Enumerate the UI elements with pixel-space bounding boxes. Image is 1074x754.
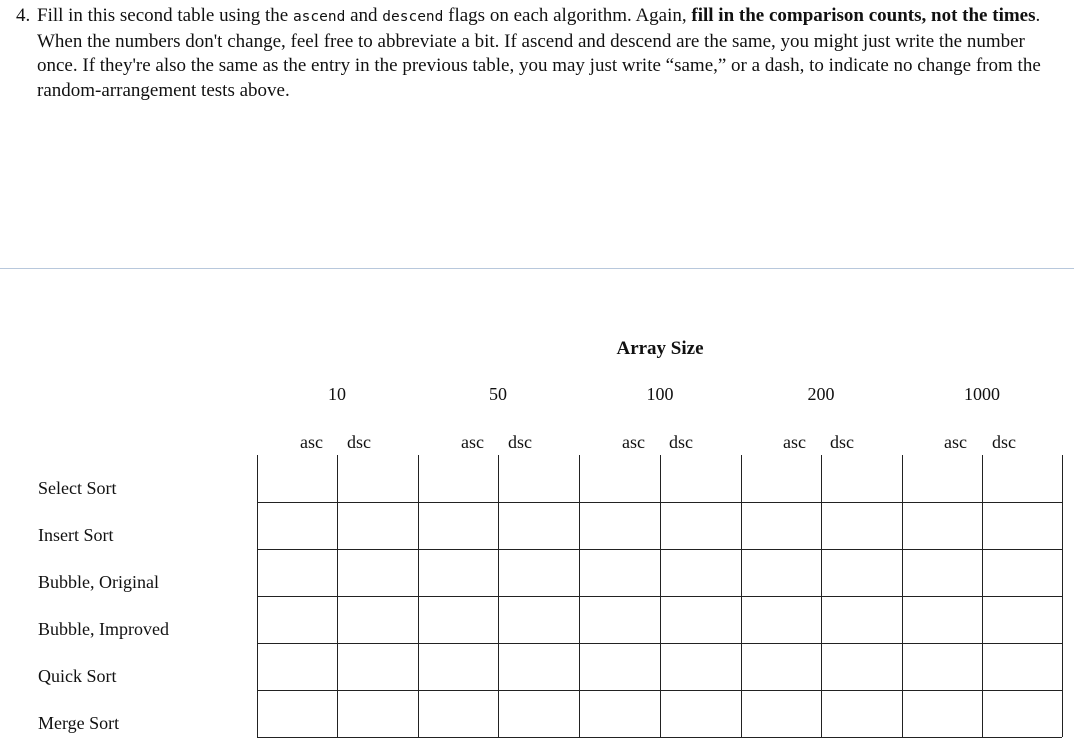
answer-cell[interactable] — [581, 598, 659, 642]
question-text-part: and — [345, 5, 383, 26]
grid-column-line — [741, 455, 742, 737]
answer-cell[interactable] — [500, 504, 578, 548]
answer-cell[interactable] — [420, 645, 497, 689]
grid-column-line — [982, 455, 983, 737]
question-text-part: flags on each algorithm. Again, — [443, 5, 692, 26]
size-header-1000: 1000 — [964, 384, 1000, 404]
answer-cell[interactable] — [743, 504, 820, 548]
asc-header: asc — [300, 432, 323, 452]
answer-cell[interactable] — [339, 692, 417, 736]
grid-column-line — [418, 455, 419, 737]
answer-cell[interactable] — [259, 551, 336, 595]
answer-cell[interactable] — [743, 645, 820, 689]
grid-column-line — [579, 455, 580, 737]
answer-cell[interactable] — [662, 598, 740, 642]
answer-cell[interactable] — [500, 598, 578, 642]
answer-cell[interactable] — [500, 551, 578, 595]
answer-cell[interactable] — [339, 457, 417, 501]
answer-cell[interactable] — [823, 504, 901, 548]
answer-cell[interactable] — [984, 504, 1061, 548]
question-emphasis: fill in the comparison counts, not the times — [691, 5, 1036, 26]
dsc-header: dsc — [992, 432, 1016, 452]
descend-flag-code: descend — [382, 9, 444, 25]
answer-cell[interactable] — [823, 692, 901, 736]
answer-cell[interactable] — [581, 551, 659, 595]
grid-column-line — [257, 455, 258, 737]
answer-cell[interactable] — [581, 645, 659, 689]
answer-cell[interactable] — [823, 457, 901, 501]
answer-cell[interactable] — [662, 692, 740, 736]
section-divider — [0, 268, 1074, 269]
array-size-title: Array Size — [616, 338, 704, 359]
answer-cell[interactable] — [339, 504, 417, 548]
answer-cell[interactable] — [259, 457, 336, 501]
answer-cell[interactable] — [984, 551, 1061, 595]
dsc-header: dsc — [669, 432, 693, 452]
row-label: Merge Sort — [38, 713, 120, 733]
answer-cell[interactable] — [581, 504, 659, 548]
answer-cell[interactable] — [743, 457, 820, 501]
answer-cell[interactable] — [662, 551, 740, 595]
ascend-flag-code: ascend — [292, 9, 346, 25]
asc-header: asc — [783, 432, 806, 452]
answer-cell[interactable] — [662, 457, 740, 501]
answer-cell[interactable] — [339, 598, 417, 642]
answer-cell[interactable] — [823, 598, 901, 642]
answer-cell[interactable] — [420, 504, 497, 548]
question-number: 4. — [16, 5, 31, 26]
answer-cell[interactable] — [500, 692, 578, 736]
answer-cell[interactable] — [259, 645, 336, 689]
grid-column-line — [337, 455, 338, 737]
grid-row-line — [257, 737, 1062, 738]
asc-header: asc — [622, 432, 645, 452]
answer-cell[interactable] — [743, 551, 820, 595]
grid-column-line — [1062, 455, 1063, 737]
answer-cell[interactable] — [662, 504, 740, 548]
answer-cell[interactable] — [904, 598, 981, 642]
question-text — [16, 4, 1066, 103]
asc-header: asc — [461, 432, 484, 452]
answer-cell[interactable] — [420, 457, 497, 501]
row-label: Select Sort — [38, 478, 117, 498]
answer-cell[interactable] — [259, 598, 336, 642]
answer-cell[interactable] — [581, 457, 659, 501]
grid-column-line — [902, 455, 903, 737]
question-text-part: Fill in this second table using the — [37, 5, 293, 26]
grid-column-line — [821, 455, 822, 737]
answer-cell[interactable] — [420, 692, 497, 736]
row-label: Bubble, Improved — [38, 619, 169, 639]
answer-cell[interactable] — [984, 457, 1061, 501]
answer-cell[interactable] — [984, 645, 1061, 689]
size-header-50: 50 — [489, 384, 507, 404]
answer-cell[interactable] — [904, 504, 981, 548]
answer-cell[interactable] — [500, 645, 578, 689]
answer-cell[interactable] — [420, 598, 497, 642]
answer-cell[interactable] — [823, 551, 901, 595]
question-text-part: . When the numbers don't change, feel free to abbreviate a bit. If ascend and descend are the same, you might just write the number once. If they're also the same as the entry in the previous table, you may just write “same,” or a dash, to indicate no change from the random-arrangement tests above. — [37, 5, 1041, 101]
answer-cell[interactable] — [500, 457, 578, 501]
asc-header: asc — [944, 432, 967, 452]
answer-cell[interactable] — [581, 692, 659, 736]
answer-cell[interactable] — [984, 692, 1061, 736]
answer-cell[interactable] — [743, 692, 820, 736]
answer-cell[interactable] — [259, 504, 336, 548]
dsc-header: dsc — [830, 432, 854, 452]
answer-cell[interactable] — [259, 692, 336, 736]
dsc-header: dsc — [347, 432, 371, 452]
row-label: Quick Sort — [38, 666, 117, 686]
dsc-header: dsc — [508, 432, 532, 452]
answer-cell[interactable] — [743, 598, 820, 642]
grid-column-line — [660, 455, 661, 737]
answer-cell[interactable] — [339, 645, 417, 689]
answer-cell[interactable] — [420, 551, 497, 595]
size-header-200: 200 — [807, 384, 835, 404]
answer-cell[interactable] — [904, 457, 981, 501]
size-header-100: 100 — [646, 384, 674, 404]
answer-cell[interactable] — [904, 692, 981, 736]
grid-column-line — [498, 455, 499, 737]
answer-cell[interactable] — [339, 551, 417, 595]
row-label: Bubble, Original — [38, 572, 159, 592]
answer-cell[interactable] — [904, 645, 981, 689]
row-label: Insert Sort — [38, 525, 114, 545]
answer-cell[interactable] — [662, 645, 740, 689]
answer-cell[interactable] — [904, 551, 981, 595]
size-header-10: 10 — [328, 384, 346, 404]
answer-cell[interactable] — [823, 645, 901, 689]
answer-cell[interactable] — [984, 598, 1061, 642]
